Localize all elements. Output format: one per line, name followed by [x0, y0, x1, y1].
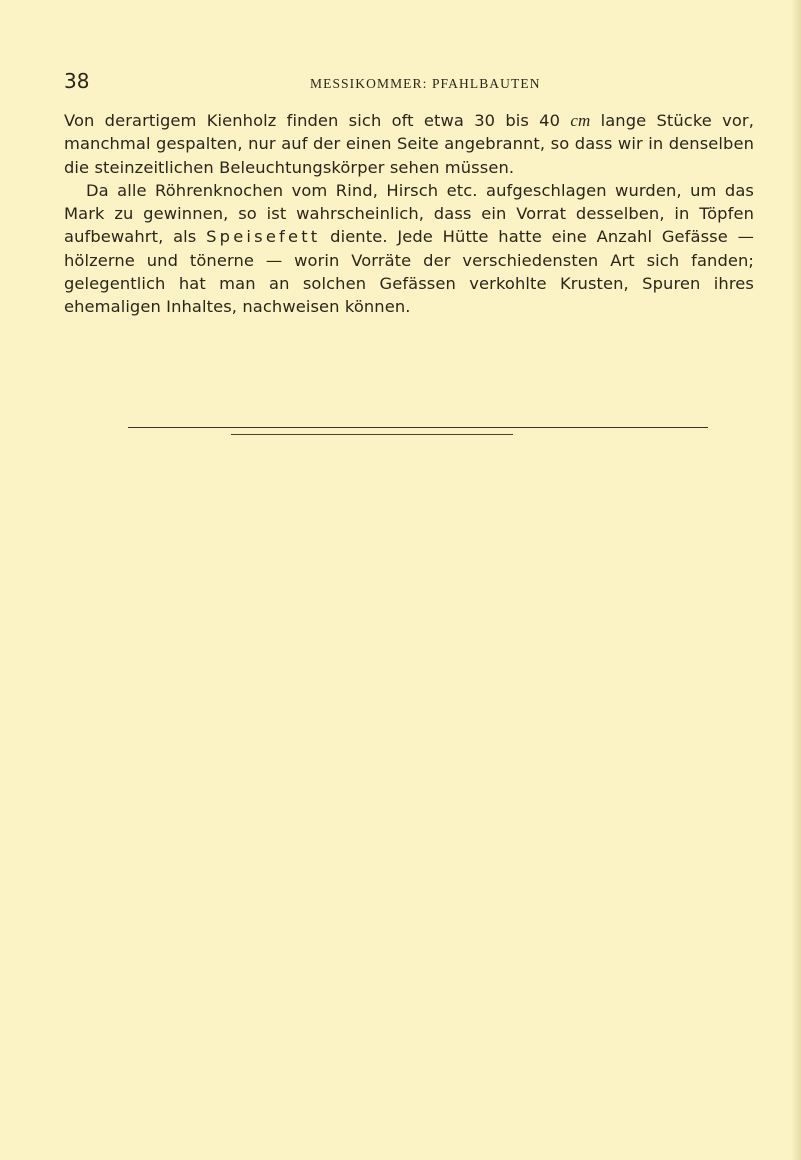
paragraph-2-text-a: Da alle Röhrenknochen vom Rind, Hirsch etc. aufgeschlagen wurden, um das Mark zu gewinnen, so ist wahrscheinlich, dass ein Vorrat desselben, in Töpfen aufbewahrt, als [64, 180, 754, 247]
paragraph-2-text-b: diente. Jede Hütte hatte eine Anzahl Gefässe — hölzerne und tönerne — worin Vorräte der verschiedensten Art sich fanden; gelegentlich hat man an solchen Gefässen verkohlte Krusten, Spuren ihres ehemaligen Inhaltes, nachweisen können. [64, 227, 754, 317]
page-number: 38 [64, 69, 90, 93]
paragraph-1-text-a: Von derartigem Kienholz finden sich oft etwa 30 bis 40 [64, 111, 571, 130]
paragraph-2 [64, 179, 754, 319]
section-divider-short [231, 434, 513, 435]
body-text [64, 109, 754, 319]
running-title: MESSIKOMMER: PFAHLBAUTEN [310, 76, 541, 91]
paragraph-1-text-b: lange Stücke vor, manchmal gespalten, nur auf der einen Seite angebrannt, so dass wir in denselben die steinzeitlichen Beleuchtungskörper sehen müssen. [64, 111, 754, 177]
paragraph-1 [64, 109, 754, 179]
page-header [64, 70, 754, 96]
section-divider-long [128, 427, 708, 428]
unit-cm: cm [570, 111, 591, 130]
page-edge-shadow [791, 0, 801, 1160]
spaced-term: Speisefett [206, 227, 321, 247]
